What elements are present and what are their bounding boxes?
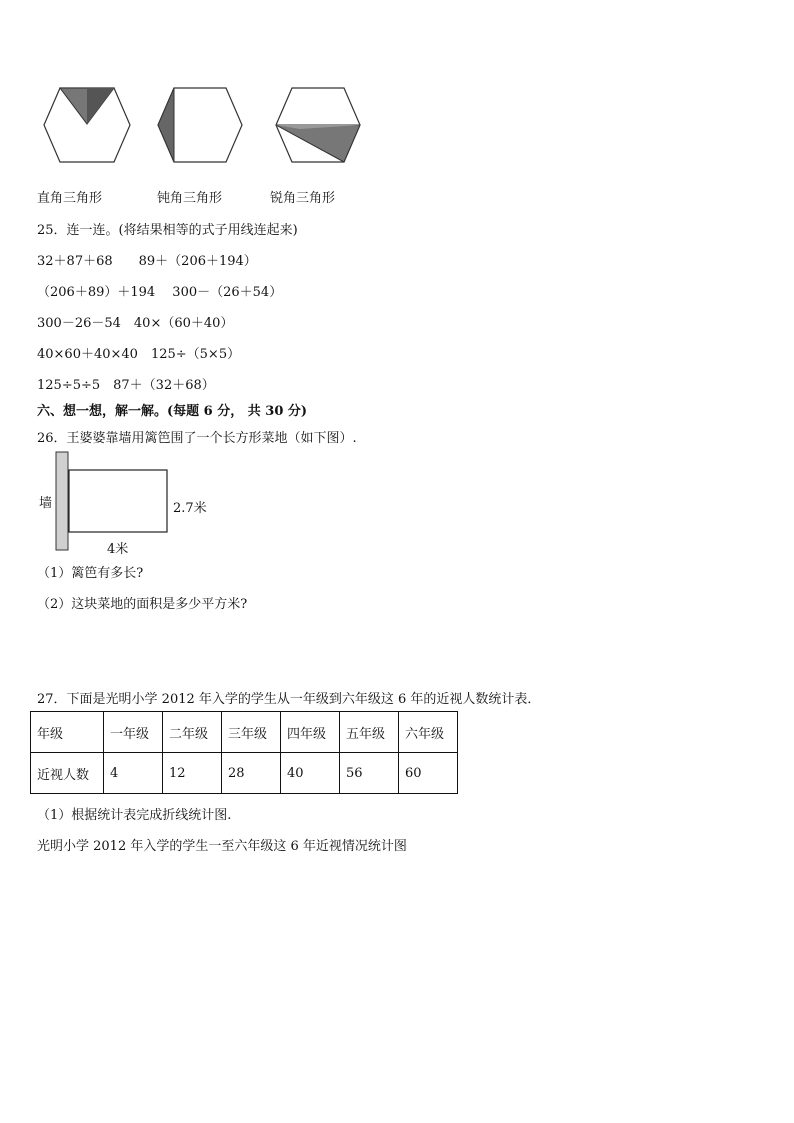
q27-sub1: （1）根据统计表完成折线统计图. bbox=[37, 808, 232, 823]
table-header: 六年级 bbox=[399, 712, 458, 753]
q25-row: 300－26－54 40×（60＋40） bbox=[37, 316, 234, 331]
q26-title: 26．王婆婆靠墙用篱笆围了一个长方形菜地（如下图）. bbox=[37, 431, 357, 446]
shape-label-acute: 锐角三角形 bbox=[270, 191, 336, 206]
table-cell: 12 bbox=[163, 753, 222, 794]
hexagon-right-triangle bbox=[44, 88, 130, 162]
hexagon-figures bbox=[30, 80, 370, 170]
table-header: 四年级 bbox=[281, 712, 340, 753]
plot-rectangle bbox=[69, 470, 167, 532]
table-row bbox=[31, 712, 458, 753]
table-header: 三年级 bbox=[222, 712, 281, 753]
table-cell: 40 bbox=[281, 753, 340, 794]
table-cell: 60 bbox=[399, 753, 458, 794]
wall-shape bbox=[56, 452, 68, 550]
table-header: 五年级 bbox=[340, 712, 399, 753]
q25-row: 32＋87＋68 89＋（206＋194） bbox=[37, 254, 257, 269]
q25-title: 25．连一连。(将结果相等的式子用线连起来) bbox=[37, 223, 298, 238]
vegetable-plot-diagram bbox=[38, 450, 238, 560]
hexagon-obtuse-triangle bbox=[158, 88, 242, 162]
table-cell: 4 bbox=[104, 753, 163, 794]
chart-title: 光明小学 2012 年入学的学生一至六年级这 6 年近视情况统计图 bbox=[37, 839, 407, 854]
table-header: 年级 bbox=[31, 712, 104, 753]
shape-label-right: 直角三角形 bbox=[37, 191, 103, 206]
q25-row: 40×60＋40×40 125÷（5×5） bbox=[37, 347, 241, 362]
table-header: 二年级 bbox=[163, 712, 222, 753]
table-header: 一年级 bbox=[104, 712, 163, 753]
table-cell: 近视人数 bbox=[31, 753, 104, 794]
q26-sub2: （2）这块菜地的面积是多少平方米? bbox=[37, 597, 248, 612]
hexagon-acute-triangle bbox=[276, 88, 360, 162]
wall-label: 墙 bbox=[39, 496, 53, 511]
table-cell: 28 bbox=[222, 753, 281, 794]
table-cell: 56 bbox=[340, 753, 399, 794]
q27-title: 27．下面是光明小学 2012 年入学的学生从一年级到六年级这 6 年的近视人数统计表． bbox=[37, 692, 541, 707]
shape-label-obtuse: 钝角三角形 bbox=[157, 191, 223, 206]
length-label: 4米 bbox=[107, 542, 129, 557]
table-row bbox=[31, 753, 458, 794]
width-label: 2.7米 bbox=[173, 501, 207, 516]
section-six-heading: 六、想一想，解一解。(每题 6 分， 共 30 分) bbox=[37, 404, 308, 419]
q26-sub1: （1）篱笆有多长? bbox=[37, 566, 144, 581]
myopia-stats-table bbox=[30, 711, 458, 794]
q25-row: 125÷5÷5 87＋（32＋68） bbox=[37, 378, 215, 393]
q25-row: （206＋89）＋194 300－（26＋54） bbox=[37, 285, 283, 300]
